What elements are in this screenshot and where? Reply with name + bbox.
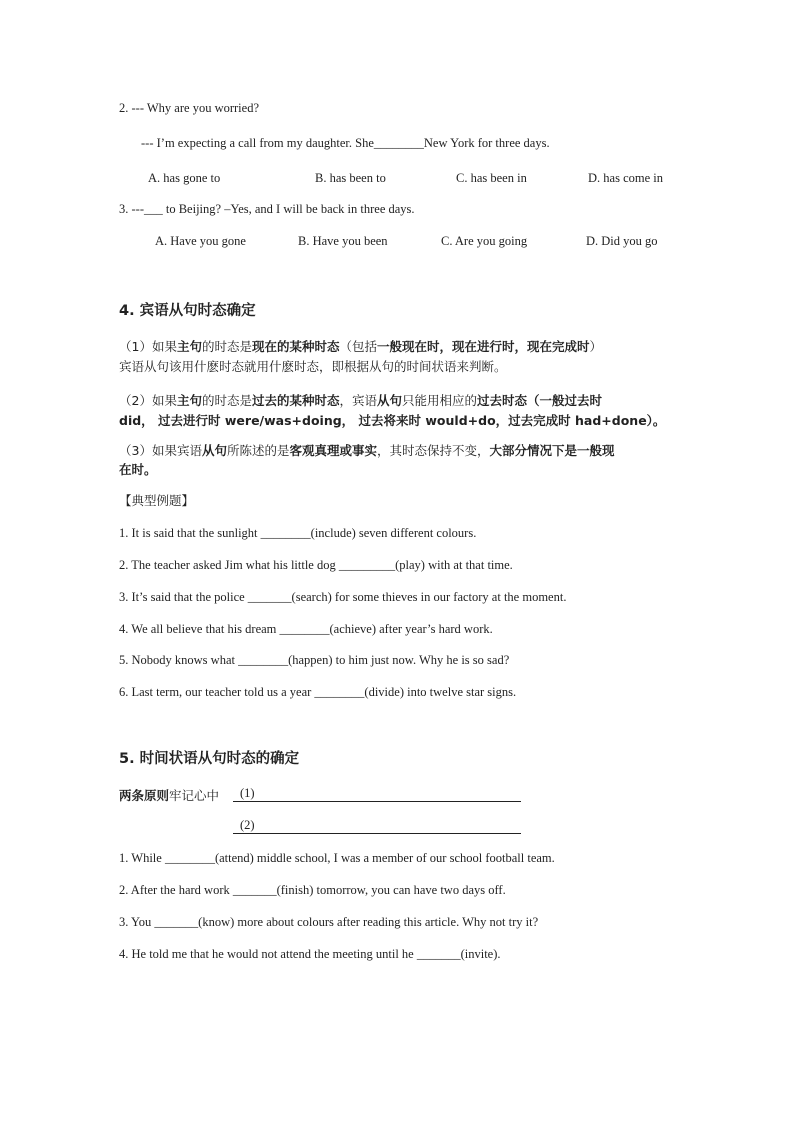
example-item: 3. It’s said that the police _______(search) for some thieves in our factory at the moment. (119, 590, 567, 604)
rule-1-number: (1) (240, 786, 255, 800)
example-item: 4. We all believe that his dream ________(achieve) after year’s hard work. (119, 622, 493, 636)
rule4-3-line1 (119, 441, 615, 459)
q2-option-a[interactable]: A. has gone to (148, 171, 221, 185)
text: （1）如果 (119, 339, 177, 354)
section4-heading: 4. 宾语从句时态确定 (119, 303, 256, 319)
q3-option-b[interactable]: B. Have you been (298, 234, 388, 248)
rule4-3-line2: 在时。 (119, 462, 157, 477)
exercise-item: 1. While ________(attend) middle school, I was a member of our school football team. (119, 851, 555, 865)
text-bold: 主句 (176, 339, 202, 354)
text-bold: 大部分情况下是一般现 (489, 443, 615, 458)
q3-option-a[interactable]: A. Have you gone (155, 234, 246, 248)
text-bold: 过去的某种时态 (251, 393, 340, 408)
q2-prompt: 2. --- Why are you worried? (119, 101, 259, 115)
rules-label (119, 786, 219, 804)
text: （包括 (339, 339, 378, 354)
text: 的时态是 (201, 339, 252, 354)
text-bold: 现在的某种时态 (251, 339, 340, 354)
text-bold: 从句 (377, 393, 403, 408)
q3-option-c[interactable]: C. Are you going (441, 234, 528, 248)
q2-option-c[interactable]: C. has been in (456, 171, 527, 185)
text: （3）如果宾语 (119, 443, 202, 458)
text-bold: 两条原则 (119, 788, 170, 803)
rule-1-blank[interactable] (233, 786, 521, 802)
text-bold: 主句 (176, 393, 202, 408)
rule-2-blank[interactable] (233, 818, 521, 834)
example-item: 6. Last term, our teacher told us a year ________(divide) into twelve star signs. (119, 685, 517, 699)
examples-title: 【典型例题】 (119, 493, 195, 508)
exercise-item: 2. After the hard work _______(finish) tomorrow, you can have two days off. (119, 883, 506, 897)
exercise-item: 3. You _______(know) more about colours after reading this article. Why not try it? (119, 915, 539, 929)
rule-2-number: (2) (240, 818, 255, 832)
q2-option-b[interactable]: B. has been to (315, 171, 386, 185)
text: ） (589, 339, 603, 354)
text: 的时态是 (201, 393, 252, 408)
text: （2）如果 (119, 393, 177, 408)
q2-reply: --- I’m expecting a call from my daughter. She________New York for three days. (141, 136, 550, 150)
text: ，其时态保持不变， (377, 443, 490, 458)
example-item: 2. The teacher asked Jim what his little dog _________(play) with at that time. (119, 558, 513, 572)
example-item: 5. Nobody knows what ________(happen) to him just now. Why he is so sad? (119, 653, 510, 667)
q2-option-d[interactable]: D. has come in (588, 171, 663, 185)
rule4-1-line1 (119, 337, 602, 355)
text: 所陈述的是 (226, 443, 290, 458)
text-bold: 过去时态（一般过去时 (477, 393, 603, 408)
exercise-item: 4. He told me that he would not attend the meeting until he _______(invite). (119, 947, 501, 961)
rule4-1-line2: 宾语从句该用什麽时态就用什麽时态，即根据从句的时间状语来判断。 (119, 359, 507, 374)
text: 牢记心中 (169, 788, 220, 803)
q3-option-d[interactable]: D. Did you go (586, 234, 658, 248)
text: 只能用相应的 (402, 393, 478, 408)
section5-heading: 5. 时间状语从句时态的确定 (119, 751, 300, 767)
text: ，宾语 (339, 393, 378, 408)
rule4-2-line1 (119, 391, 602, 409)
q3-prompt: 3. ---___ to Beijing? –Yes, and I will be back in three days. (119, 202, 415, 216)
rule4-2-line2: did， 过去进行时 were/was+doing， 过去将来时 would+do，过去完成时 had+done）。 (119, 413, 666, 428)
text-bold: 一般现在时，现在进行时，现在完成时 (377, 339, 590, 354)
example-item: 1. It is said that the sunlight ________(include) seven different colours. (119, 526, 477, 540)
text-bold: 从句 (201, 443, 227, 458)
text-bold: 客观真理或事实 (289, 443, 378, 458)
